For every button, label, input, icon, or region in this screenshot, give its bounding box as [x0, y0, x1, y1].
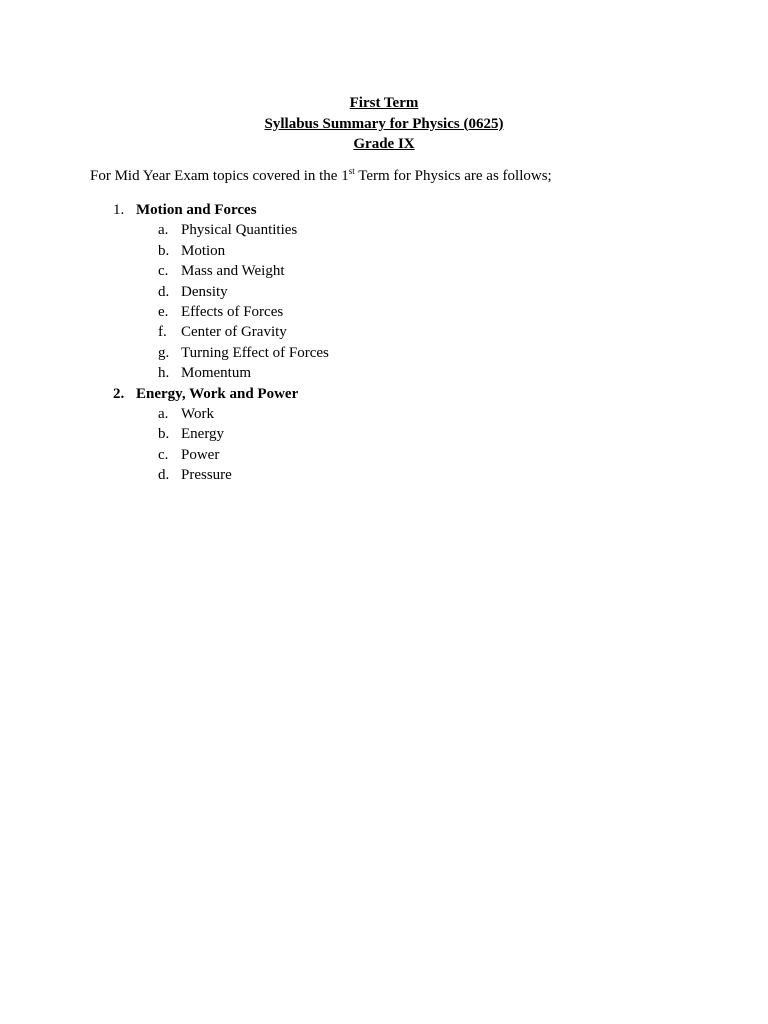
item-text: Turning Effect of Forces: [181, 344, 329, 361]
item-letter: a.: [158, 405, 169, 422]
item-text: Pressure: [181, 467, 232, 484]
section-heading: [0, 200, 768, 220]
list-item: [0, 241, 768, 261]
item-text: Effects of Forces: [181, 303, 284, 320]
item-text: Physical Quantities: [181, 222, 298, 239]
document-header: [0, 93, 768, 155]
item-text: Center of Gravity: [181, 324, 287, 341]
item-letter: b.: [158, 242, 170, 259]
syllabus-title: Syllabus Summary for Physics (0625): [264, 115, 504, 132]
item-letter: c.: [158, 446, 169, 463]
grade-heading: Grade IX: [353, 136, 415, 152]
item-letter: a.: [158, 222, 169, 239]
list-item: [0, 261, 768, 281]
item-letter: g.: [158, 344, 170, 361]
item-text: Work: [181, 405, 214, 422]
item-text: Power: [181, 446, 220, 463]
section-title: Energy, Work and Power: [136, 385, 299, 402]
item-letter: b.: [158, 426, 170, 443]
section-title: Motion and Forces: [136, 202, 257, 218]
intro-text-start: For Mid Year Exam topics covered in the 1: [90, 168, 349, 184]
intro-ordinal-suffix: st: [348, 166, 355, 176]
list-item: [0, 465, 768, 485]
list-item: [0, 322, 768, 342]
section-number: 2.: [113, 385, 125, 402]
item-text: Mass and Weight: [181, 263, 285, 280]
list-item: [0, 282, 768, 302]
section-heading: [0, 384, 768, 404]
item-letter: d.: [158, 467, 170, 484]
item-letter: e.: [158, 303, 169, 320]
list-item: [0, 302, 768, 322]
list-item: [0, 424, 768, 444]
list-item: [0, 363, 768, 383]
intro-paragraph: [90, 166, 552, 186]
item-text: Energy: [181, 426, 225, 443]
item-letter: d.: [158, 283, 170, 300]
section-number: 1.: [113, 202, 125, 218]
term-heading: First Term: [349, 95, 419, 111]
item-letter: c.: [158, 263, 169, 280]
list-item: [0, 220, 768, 240]
intro-text-end: Term for Physics are as follows;: [354, 168, 552, 184]
item-text: Motion: [181, 242, 226, 259]
item-text: Momentum: [181, 365, 251, 382]
item-letter: h.: [158, 365, 170, 382]
list-item: [0, 343, 768, 363]
topic-outline: [0, 200, 768, 485]
list-item: [0, 445, 768, 465]
item-letter: f.: [158, 324, 167, 341]
item-text: Density: [181, 283, 228, 300]
list-item: [0, 404, 768, 424]
